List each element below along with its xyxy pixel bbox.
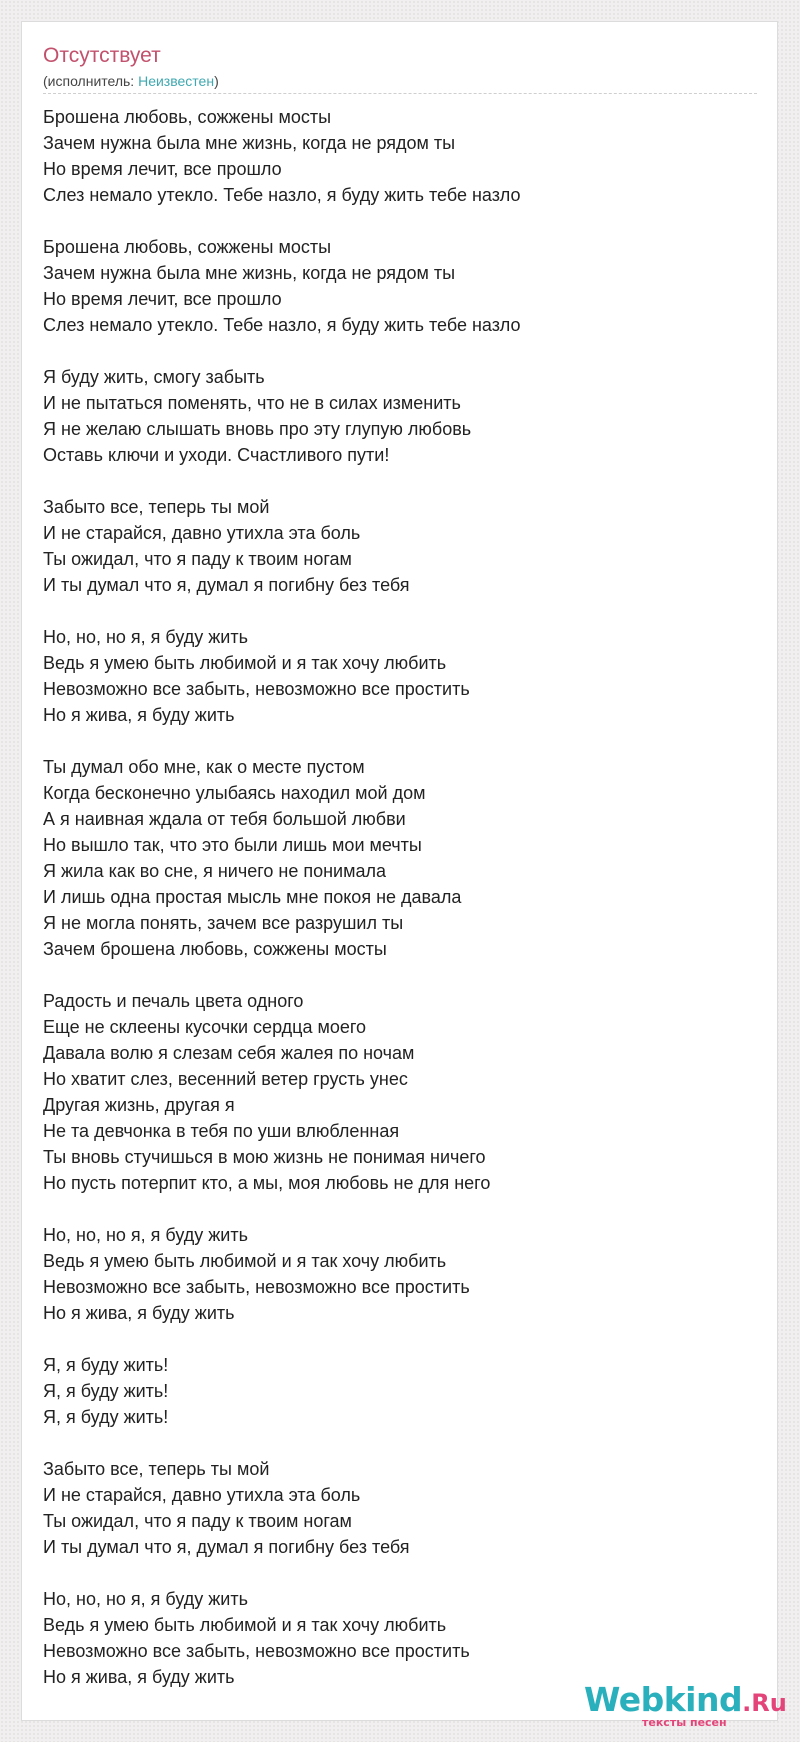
lyric-line: Брошена любовь, сожжены мосты xyxy=(43,107,332,127)
lyric-line: Забыто все, теперь ты мой xyxy=(43,497,270,517)
lyrics-stanza xyxy=(43,1352,757,1430)
lyrics-stanza xyxy=(43,754,757,962)
lyric-line: Ведь я умею быть любимой и я так хочу любить xyxy=(43,1615,447,1635)
lyric-line: Зачем нужна была мне жизнь, когда не рядом ты xyxy=(43,133,456,153)
lyric-line: Невозможно все забыть, невозможно все простить xyxy=(43,679,470,699)
lyric-line: Но я жива, я буду жить xyxy=(43,1303,235,1323)
lyric-line: Но, но, но я, я буду жить xyxy=(43,1225,248,1245)
logo-name: Webkind xyxy=(584,1680,743,1719)
lyric-line: Я не желаю слышать вновь про эту глупую любовь xyxy=(43,419,472,439)
lyric-line: А я наивная ждала от тебя большой любви xyxy=(43,809,406,829)
lyric-line: Невозможно все забыть, невозможно все простить xyxy=(43,1641,470,1661)
lyric-line: Еще не склеены кусочки сердца моего xyxy=(43,1017,367,1037)
lyric-line: Я буду жить, смогу забыть xyxy=(43,367,265,387)
lyric-line: Но я жива, я буду жить xyxy=(43,1667,235,1687)
lyric-line: И ты думал что я, думал я погибну без тебя xyxy=(43,1537,410,1557)
lyric-line: Давала волю я слезам себя жалея по ночам xyxy=(43,1043,415,1063)
lyric-line: Я не могла понять, зачем все разрушил ты xyxy=(43,913,404,933)
lyrics-stanza xyxy=(43,234,757,338)
lyric-line: Но вышло так, что это были лишь мои мечты xyxy=(43,835,422,855)
lyric-line: Брошена любовь, сожжены мосты xyxy=(43,237,332,257)
lyrics-text xyxy=(43,104,757,1716)
logo-tagline: тексты песен xyxy=(642,1716,727,1729)
lyric-line: Но хватит слез, весенний ветер грусть унес xyxy=(43,1069,408,1089)
lyric-line: Радость и печаль цвета одного xyxy=(43,991,304,1011)
song-title: Отсутствует xyxy=(43,44,161,67)
lyric-line: Ты ожидал, что я паду к твоим ногам xyxy=(43,1511,352,1531)
lyric-line: Но время лечит, все прошло xyxy=(43,159,282,179)
lyric-line: И лишь одна простая мысль мне покоя не давала xyxy=(43,887,462,907)
lyric-line: Ведь я умею быть любимой и я так хочу любить xyxy=(43,653,447,673)
artist-link[interactable]: Неизвестен xyxy=(138,73,215,89)
lyric-line: Ты ожидал, что я паду к твоим ногам xyxy=(43,549,352,569)
lyric-line: Слез немало утекло. Тебе назло, я буду жить тебе назло xyxy=(43,185,521,205)
lyrics-stanza xyxy=(43,494,757,598)
header-divider xyxy=(43,93,757,94)
lyrics-stanza xyxy=(43,1586,757,1690)
lyrics-stanza xyxy=(43,988,757,1196)
lyric-line: И не старайся, давно утихла эта боль xyxy=(43,523,361,543)
site-logo[interactable] xyxy=(584,1680,787,1732)
lyric-line: Оставь ключи и уходи. Счастливого пути! xyxy=(43,445,390,465)
artist-line xyxy=(43,72,219,90)
lyric-line: Я, я буду жить! xyxy=(43,1355,169,1375)
lyric-line: Слез немало утекло. Тебе назло, я буду жить тебе назло xyxy=(43,315,521,335)
lyric-line: Я, я буду жить! xyxy=(43,1381,169,1401)
lyric-line: Ты думал обо мне, как о месте пустом xyxy=(43,757,365,777)
lyric-line: Когда бесконечно улыбаясь находил мой дом xyxy=(43,783,426,803)
lyric-line: Но время лечит, все прошло xyxy=(43,289,282,309)
lyric-line: Но пусть потерпит кто, а мы, моя любовь не для него xyxy=(43,1173,491,1193)
lyric-line: Я жила как во сне, я ничего не понимала xyxy=(43,861,387,881)
artist-suffix: ) xyxy=(214,73,219,89)
logo-tld: .Ru xyxy=(742,1689,787,1717)
lyrics-stanza xyxy=(43,104,757,208)
lyric-line: И ты думал что я, думал я погибну без тебя xyxy=(43,575,410,595)
lyric-line: Забыто все, теперь ты мой xyxy=(43,1459,270,1479)
lyrics-stanza xyxy=(43,1222,757,1326)
lyric-line: И не пытаться поменять, что не в силах изменить xyxy=(43,393,461,413)
lyric-line: Не та девчонка в тебя по уши влюбленная xyxy=(43,1121,400,1141)
lyrics-card xyxy=(21,21,787,1729)
lyrics-stanza xyxy=(43,624,757,728)
artist-prefix: (исполнитель: xyxy=(43,73,139,89)
lyric-line: Другая жизнь, другая я xyxy=(43,1095,235,1115)
lyric-line: Ты вновь стучишься в мою жизнь не понимая ничего xyxy=(43,1147,486,1167)
lyric-line: Но я жива, я буду жить xyxy=(43,705,235,725)
lyrics-stanza xyxy=(43,1456,757,1560)
lyric-line: Зачем брошена любовь, сожжены мосты xyxy=(43,939,387,959)
lyric-line: Зачем нужна была мне жизнь, когда не рядом ты xyxy=(43,263,456,283)
lyrics-stanza xyxy=(43,364,757,468)
lyric-line: Невозможно все забыть, невозможно все простить xyxy=(43,1277,470,1297)
lyric-line: Ведь я умею быть любимой и я так хочу любить xyxy=(43,1251,447,1271)
lyric-line: Но, но, но я, я буду жить xyxy=(43,1589,248,1609)
lyric-line: Я, я буду жить! xyxy=(43,1407,169,1427)
lyric-line: И не старайся, давно утихла эта боль xyxy=(43,1485,361,1505)
lyric-line: Но, но, но я, я буду жить xyxy=(43,627,248,647)
